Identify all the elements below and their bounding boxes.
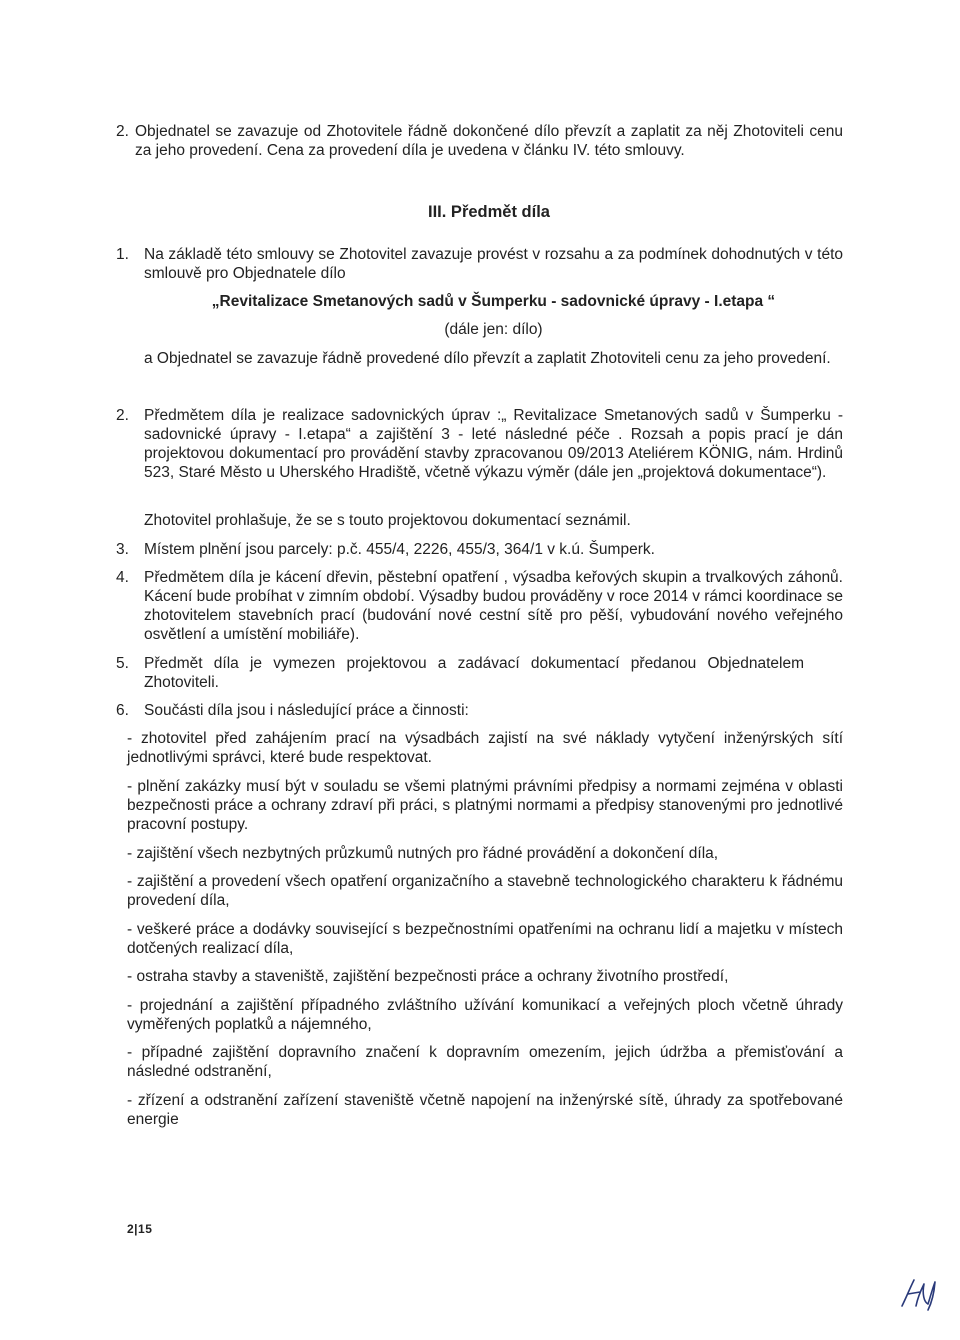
- dale-jen-note: (dále jen: dílo): [444, 321, 543, 338]
- bullet-item: - plnění zakázky musí být v souladu se všemi platnými právními předpisy a normami zejména v oblasti bezpečnosti práce a ochrany zdraví při práci, s platnými normami a předpisy stanovenými pro jednotlivé pracovní postupy.: [127, 778, 843, 833]
- item-6-number: 6.: [116, 702, 129, 719]
- bullet-item: - ostraha stavby a staveniště, zajištění bezpečnosti práce a ochrany životního prostředí,: [127, 968, 729, 985]
- signature-initials-icon: [898, 1276, 938, 1312]
- bullet-item: - zhotovitel před zahájením prací na výsadbách zajistí na své náklady vytyčení inženýrských sítí jednotlivými správci, které bude respektovat.: [127, 730, 843, 766]
- bullet-item: - veškeré práce a dodávky související s bezpečnostními opatřeními na ochranu lidí a majetku v místech dotčených realizací díla,: [127, 921, 843, 957]
- bullet-item: - zajištění všech nezbytných průzkumů nutných pro řádné provádění a dokončení díla,: [127, 845, 719, 862]
- page-number: 2|15: [127, 1222, 153, 1236]
- item-1-number: 1.: [116, 246, 129, 263]
- item-3-number: 3.: [116, 541, 129, 558]
- item-2-number: 2.: [116, 407, 129, 424]
- item-1-continuation: a Objednatel se zavazuje řádně provedené dílo převzít a zaplatit Zhotoviteli cenu za jeho provedení.: [144, 350, 831, 367]
- item-4-number: 4.: [116, 569, 129, 586]
- item-4-text: Předmětem díla je kácení dřevin, pěstební opatření , výsadba keřových skupin a trvalkových záhonů. Kácení bude probíhat v zimním období. Výsadby budou prováděny v roce 2014 v rámci koordinace se zhotovitelem stavebních prací (budování nové cestní sítě pro pěší, vybudování nového veřejného osvětlení a umístění mobiliáře).: [144, 569, 843, 643]
- bullet-item: - případné zajištění dopravního značení k dopravním omezením, jejich údržba a přemisťování a následné odstranění,: [127, 1044, 843, 1080]
- section-heading: III. Předmět díla: [428, 203, 550, 221]
- item-1-text: Na základě této smlouvy se Zhotovitel zavazuje provést v rozsahu a za podmínek dohodnutých v této smlouvě pro Objednatele dílo: [144, 246, 843, 282]
- item-2-text: Předmětem díla je realizace sadovnických úprav :„ Revitalizace Smetanových sadů v Šumperku - sadovnické úpravy - I.etapa“ a zajištění 3 - leté následné péče . Rozsah a popis prací je dán projektovou dokumentací pro provádění stavby zpracovanou 09/2013 Ateliérem KÖNIG, nám. Hrdinů 523, Staré Město u Uherského Hradiště, včetně výkazu výměr (dále jen „projektová dokumentace“).: [144, 407, 843, 481]
- project-title: „Revitalizace Smetanových sadů v Šumperku - sadovnické úpravy - I.etapa “: [211, 293, 776, 310]
- item-6-text: Součásti díla jsou i následující práce a činnosti:: [144, 702, 469, 719]
- item-5-text: Předmět díla je vymezen projektovou a zadávací dokumentací předanou Objednatelem Zhotoviteli.: [144, 655, 804, 691]
- bullet-item: - zajištění a provedení všech opatření organizačního a stavebně technologického charakteru k řádnému provedení díla,: [127, 873, 843, 909]
- clause-2-number: 2.: [116, 123, 129, 140]
- clause-2-text: Objednatel se zavazuje od Zhotovitele řádně dokončené dílo převzít a zaplatit za něj Zhotoviteli cenu za jeho provedení. Cena za provedení díla je uvedena v článku IV. této smlouvy.: [135, 123, 843, 159]
- bullet-item: - projednání a zajištění případného zvláštního užívání komunikací a veřejných ploch včetně úhrady vyměřených poplatků a nájemného,: [127, 997, 843, 1033]
- bullet-item: - zřízení a odstranění zařízení staveniště včetně napojení na inženýrské sítě, úhrady za spotřebované energie: [127, 1092, 843, 1128]
- zhotovitel-statement: Zhotovitel prohlašuje, že se s touto projektovou dokumentací seznámil.: [144, 512, 631, 529]
- item-5-number: 5.: [116, 655, 129, 672]
- item-3-text: Místem plnění jsou parcely: p.č. 455/4, 2226, 455/3, 364/1 v k.ú. Šumperk.: [144, 541, 655, 558]
